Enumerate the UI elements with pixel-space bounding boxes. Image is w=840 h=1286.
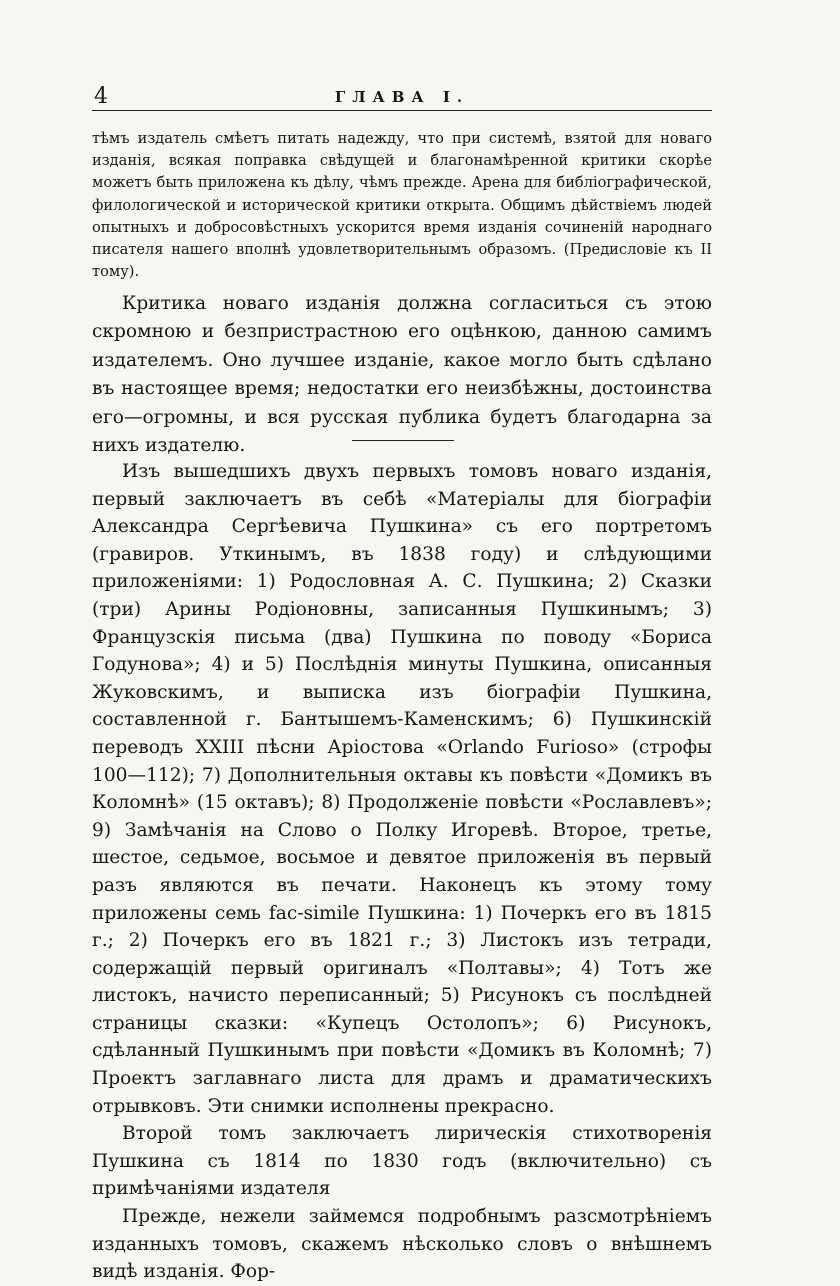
- page-number: 4: [94, 84, 108, 109]
- paragraph: Изъ вышедшихъ двухъ первыхъ томовъ новаго изданія, первый заключаетъ въ себѣ «Матеріалы для біографіи Александра Сергѣевича Пушкина» съ его портретомъ (гравиров. Уткинымъ, въ 1838 году) и слѣдующими приложеніями: 1) Родословная А. С. Пушкина; 2) Сказки (три) Арины Родіоновны, записанныя Пушкинымъ; 3) Французскія письма (два) Пушкина по поводу «Бориса Годунова»; 4) и 5) Послѣднія минуты Пушкина, описанныя Жуковскимъ, и выписка изъ біографіи Пушкина, составленной г. Бантышемъ-Каменскимъ; 6) Пушкинскій переводъ XXIII пѣсни Аріостова «Orlando Furioso» (строфы 100—112); 7) Дополнительныя октавы къ повѣсти «Домикъ въ Коломнѣ» (15 октавъ); 8) Продолженіе повѣсти «Рославлевъ»; 9) Замѣчанія на Слово о Полку Игоревѣ. Второе, третье, шестое, седьмое, восьмое и девятое приложенія въ первый разъ являются въ печати. Наконецъ къ этому тому приложены семь fac-simile Пушкина: 1) Почеркъ его въ 1815 г.; 2) Почеркъ его въ 1821 г.; 3) Листокъ изъ тетради, содержащій первый оригиналъ «Полтавы»; 4) Тотъ же листокъ, начисто переписанный; 5) Рисунокъ съ послѣдней страницы сказки: «Купецъ Остолопъ»; 6) Рисунокъ, сдѣланный Пушкинымъ при повѣсти «Домикъ въ Коломнѣ; 7) Проектъ заглавнаго листа для драмъ и драматическихъ отрывковъ. Эти снимки исполнены прекрасно.: [92, 461, 712, 1117]
- paragraph: Критика новаго изданія должна согласиться съ этою скромною и безпристрастною его оцѣнкою, данною самимъ издателемъ. Оно лучшее изданіе, какое могло быть сдѣлано въ настоящее время; недостатки его неизбѣжны, достоинства его—огромны, и вся русская публика будетъ благодарна за нихъ издателю.: [92, 293, 712, 457]
- body-section-1: [92, 290, 712, 460]
- paragraph: Прежде, нежели займемся подробнымъ разсмотрѣніемъ изданныхъ томовъ, скажемъ нѣсколько словъ о внѣшнемъ видѣ изданія. Фор-: [92, 1206, 712, 1283]
- section-divider: [352, 440, 454, 441]
- chapter-heading: ГЛАВА I.: [334, 88, 470, 106]
- paragraph: Второй томъ заключаетъ лирическія стихотворенія Пушкина съ 1814 по 1830 годъ (включительно) съ примѣчаніями издателя: [92, 1123, 712, 1200]
- header-rule: [92, 110, 712, 111]
- page-header: [92, 86, 712, 110]
- body-section-2: [92, 458, 712, 1286]
- quoted-preface-paragraph: тѣмъ издатель смѣетъ питать надежду, что при системѣ, взятой для новаго изданія, всякая поправка свѣдущей и благонамѣренной критики скорѣе можетъ быть приложена къ дѣлу, чѣмъ прежде. Арена для библіографической, филологической и исторической критики открыта. Общимъ дѣйствіемъ людей опытныхъ и добросовѣстныхъ ускорится время изданія сочиненій народнаго писателя нашего вполнѣ удовлетворительнымъ образомъ. (Предисловіе къ II тому).: [92, 130, 712, 281]
